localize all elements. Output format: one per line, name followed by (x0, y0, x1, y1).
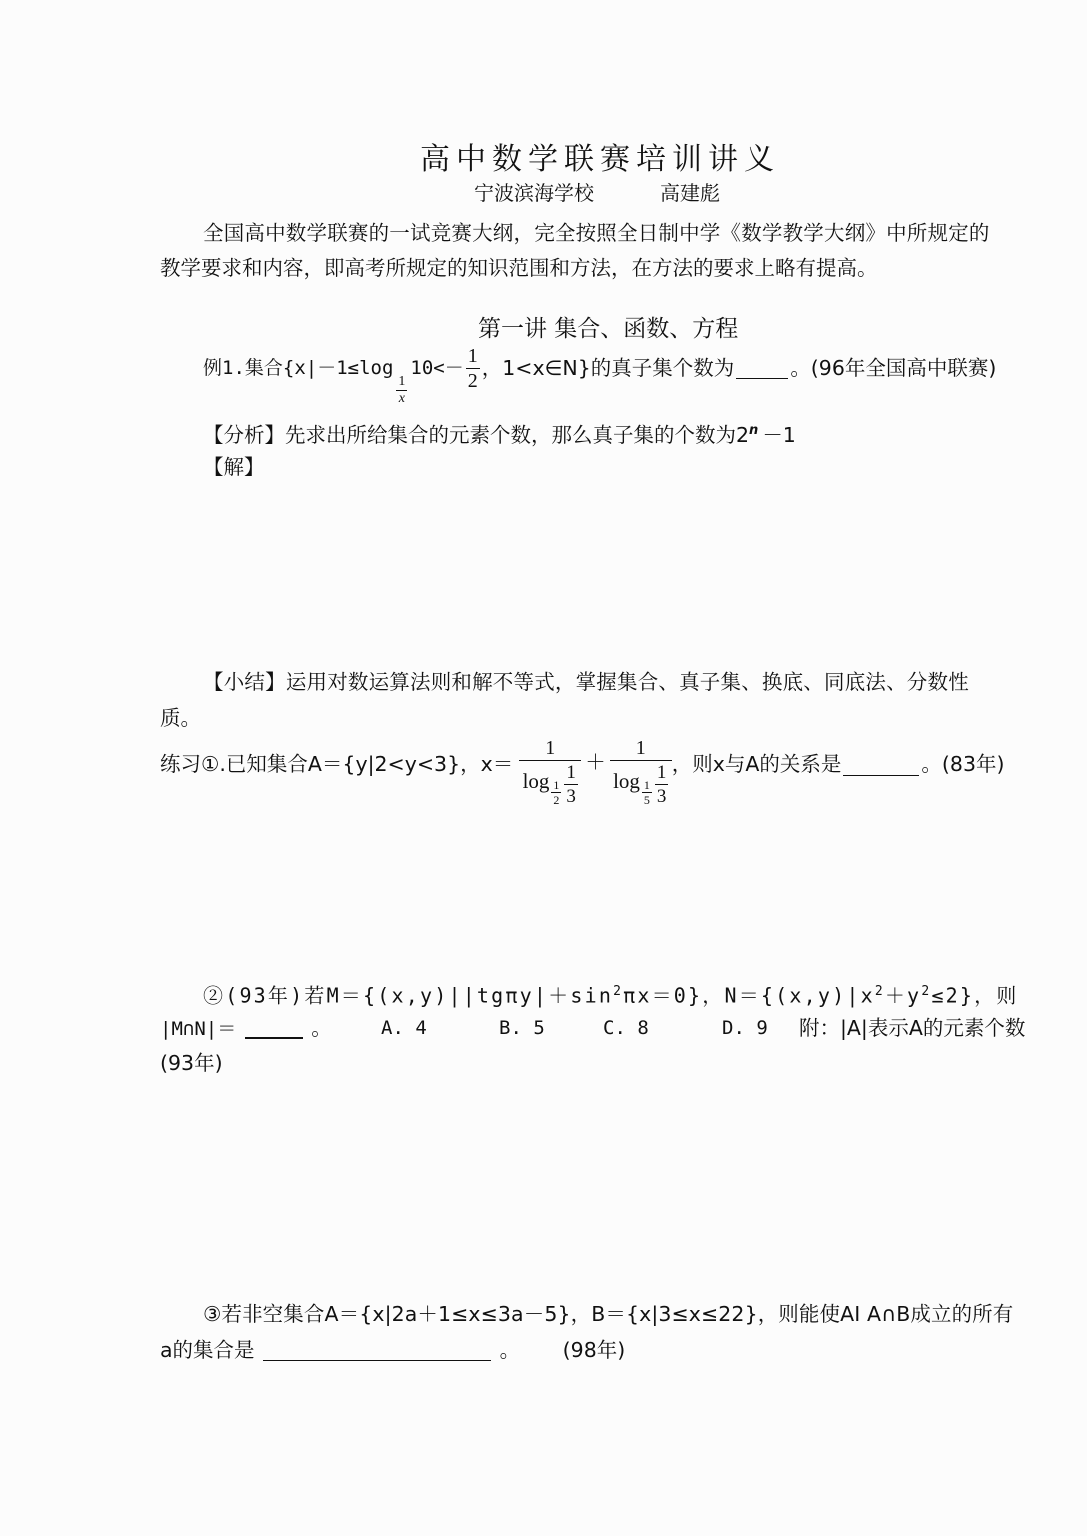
period: 。 (499, 1338, 521, 1362)
exercise-3-prefix: a的集合是 (160, 1338, 255, 1362)
log-base-fraction (642, 779, 652, 806)
summary-text: 运用对数运算法则和解不等式，掌握集合、真子集、换底、同底法、分数性 (285, 670, 969, 694)
log-base-fraction (396, 375, 407, 406)
answer-blank[interactable] (843, 774, 919, 776)
term-2-fraction (610, 738, 672, 806)
example-1-suffix: ，1<x∈N}的真子集个数为 (481, 356, 735, 380)
author-name: 高建彪 (660, 181, 720, 205)
answer-blank[interactable] (245, 1036, 303, 1039)
school-name: 宁波滨海学校 (474, 181, 594, 205)
answer-blank[interactable] (263, 1359, 491, 1361)
log-function: log (613, 769, 640, 793)
exercise-2-m-set: ②(93年)若M＝{(x,y)||tgπy|＋sin (203, 983, 614, 1008)
analysis-tail: －1 (762, 422, 796, 447)
argument-denominator: 3 (656, 786, 667, 807)
option-b[interactable]: B. 5 (499, 1017, 545, 1039)
exercise-1 (160, 738, 1005, 806)
exercise-2-year: (93年) (160, 1051, 223, 1075)
term-1-denominator (521, 763, 580, 806)
log-base-fraction (551, 779, 561, 806)
exercise-2-line-2 (160, 1016, 332, 1041)
fraction-bar (519, 760, 581, 761)
exercise-2-note: 附：|A|表示A的元素个数 (799, 1016, 1026, 1040)
term-2-denominator (611, 763, 670, 806)
fraction-denominator: 2 (467, 369, 478, 392)
intro-line-1: 全国高中数学联赛的一试竞赛大纲，完全按照全日制中学《数学教学大纲》中所规定的 (203, 221, 990, 245)
option-d[interactable]: D. 9 (722, 1017, 768, 1039)
example-1-mid: 10<－ (410, 357, 464, 379)
argument-numerator: 1 (566, 762, 576, 783)
summary-label: 【小结】 (203, 670, 286, 694)
argument-denominator: 3 (566, 786, 576, 807)
log-argument-fraction (655, 763, 669, 806)
intersection-cardinality: |M∩N|＝ (160, 1018, 237, 1040)
exercise-2-n-set-cont: ＋y (884, 983, 922, 1008)
exercise-3-line-1: ③若非空集合A＝{x|2a＋1≤x≤3a－5}，B＝{x|3≤x≤22}，则能使AI A∩B成立的所有 (203, 1302, 1014, 1326)
base-denominator: 2 (553, 793, 560, 807)
term-1-numerator: 1 (545, 737, 556, 759)
log-argument-fraction (564, 763, 578, 806)
analysis-label: 【分析】 (203, 422, 285, 447)
plus-sign: ＋ (585, 750, 606, 774)
option-c[interactable]: C. 8 (603, 1017, 649, 1039)
lecture-title: 第一讲 集合、函数、方程 (478, 316, 739, 342)
exercise-1-prefix: 练习①.已知集合A＝{y|2<y<3}，x＝ (160, 752, 514, 776)
option-a[interactable]: A. 4 (381, 1017, 427, 1039)
fraction-numerator: 1 (467, 344, 478, 367)
exponent: 2 (921, 984, 932, 999)
summary-line-1 (203, 670, 969, 694)
fraction-bar (466, 368, 480, 369)
exercise-3-year: (98年) (562, 1338, 626, 1362)
log-base-denominator: x (398, 390, 405, 406)
base-numerator: 1 (643, 778, 650, 792)
document-title: 高中数学联赛培训讲义 (420, 142, 780, 177)
exercise-2-line-1-end: ≤2}，则 (931, 983, 1019, 1008)
fraction-bar (610, 760, 672, 761)
exercise-1-source: 。(83年) (921, 752, 1005, 776)
term-2-numerator: 1 (635, 737, 646, 759)
base-denominator: 5 (643, 793, 650, 807)
summary-line-2: 质。 (160, 706, 201, 730)
solution-label: 【解】 (203, 455, 265, 479)
exponent: 2 (874, 984, 885, 999)
exponent: 2 (613, 984, 624, 999)
intro-line-2: 教学要求和内容，即高考所规定的知识范围和方法，在方法的要求上略有提高。 (160, 256, 878, 280)
exercise-1-suffix: ，则x与A的关系是 (671, 752, 842, 776)
one-half-fraction (466, 346, 480, 391)
term-1-fraction (519, 738, 581, 806)
analysis-text: 先求出所给集合的元素个数，那么真子集的个数为2 (285, 422, 750, 447)
log-base-numerator: 1 (398, 373, 406, 389)
exercise-2-line-1 (203, 980, 1018, 1008)
exponent-n: n (749, 423, 759, 438)
example-1 (203, 344, 997, 406)
period: 。 (311, 1016, 332, 1040)
fraction-bar (655, 784, 669, 785)
log-function: log (522, 769, 550, 793)
exercise-3-line-2 (160, 1338, 625, 1362)
fraction-bar (564, 784, 578, 785)
answer-blank[interactable] (736, 377, 788, 379)
base-numerator: 1 (553, 778, 560, 792)
argument-numerator: 1 (656, 762, 667, 783)
example-1-source: 。(96年全国高中联赛) (790, 356, 997, 380)
example-1-prefix: 例1.集合{x|－1≤log (203, 357, 394, 379)
exercise-2-n-set: πx＝0}，N＝{(x,y)|x (623, 983, 875, 1008)
analysis-line (203, 419, 796, 447)
